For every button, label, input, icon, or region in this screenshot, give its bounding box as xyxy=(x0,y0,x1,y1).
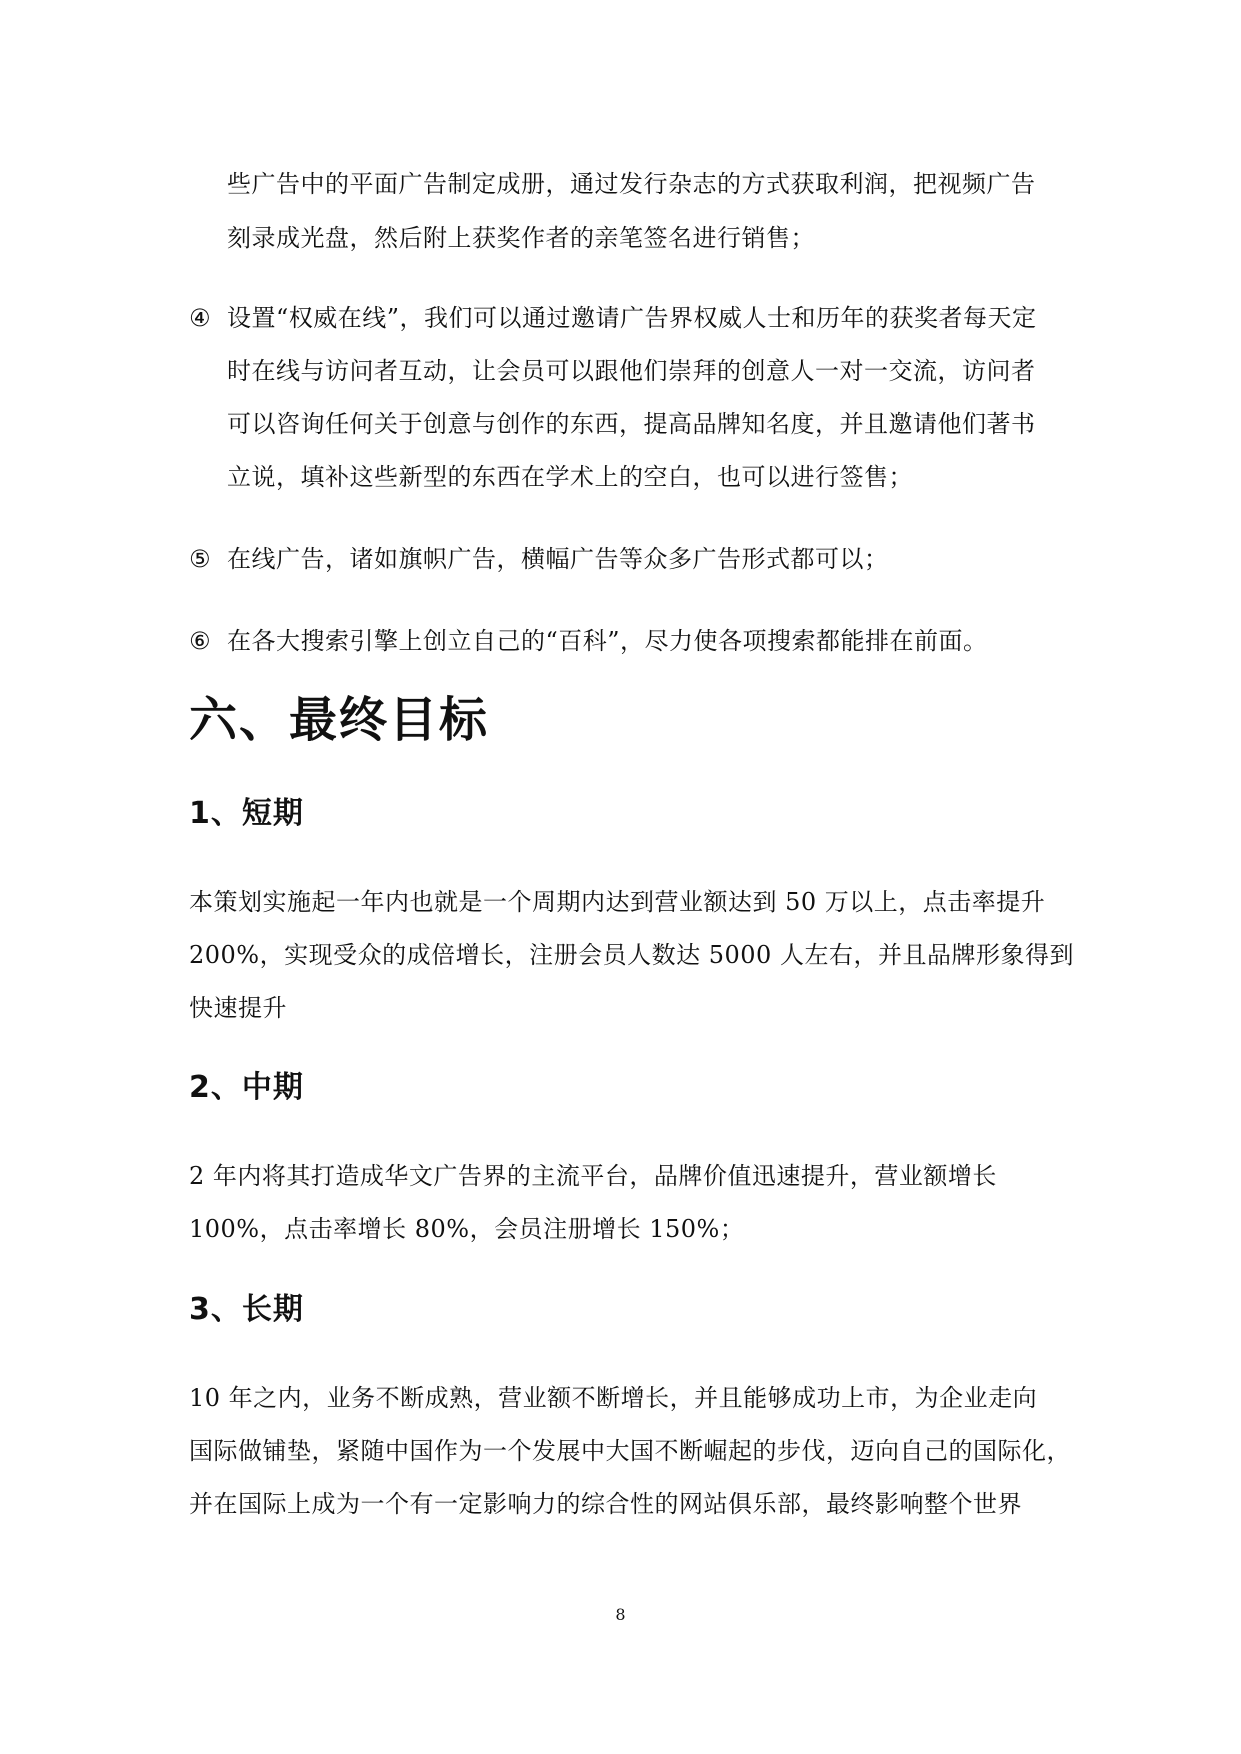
continued-item-line: 些广告中的平面广告制定成册，通过发行杂志的方式获取利润，把视频广告 xyxy=(227,170,1036,198)
paragraph-line: 快速提升 xyxy=(189,994,287,1022)
continued-item-line: 刻录成光盘，然后附上获奖作者的亲笔签名进行销售； xyxy=(227,224,815,252)
paragraph-line: 10 年之内，业务不断成熟，营业额不断增长，并且能够成功上市，为企业走向 xyxy=(189,1384,1038,1412)
list-item-line: 在各大搜索引擎上创立自己的“百科”，尽力使各项搜索都能排在前面。 xyxy=(227,627,988,655)
subsection-heading: 3、长期 xyxy=(189,1292,304,1327)
page-number: 8 xyxy=(615,1605,626,1624)
list-item-line: 可以咨询任何关于创意与创作的东西，提高品牌知名度，并且邀请他们著书 xyxy=(227,410,1036,438)
paragraph-line: 100%，点击率增长 80%，会员注册增长 150%； xyxy=(189,1215,745,1243)
list-item-marker: ⑤ xyxy=(189,545,211,573)
paragraph-line: 并在国际上成为一个有一定影响力的综合性的网站俱乐部，最终影响整个世界 xyxy=(189,1490,1022,1518)
paragraph-line: 国际做铺垫，紧随中国作为一个发展中大国不断崛起的步伐，迈向自己的国际化， xyxy=(189,1437,1071,1465)
list-item-line: 设置“权威在线”，我们可以通过邀请广告界权威人士和历年的获奖者每天定 xyxy=(227,304,1037,332)
list-item-line: 时在线与访问者互动，让会员可以跟他们崇拜的创意人一对一交流，访问者 xyxy=(227,357,1036,385)
subsection-heading: 1、短期 xyxy=(189,796,304,831)
subsection-heading: 2、中期 xyxy=(189,1070,304,1105)
section-heading: 六、最终目标 xyxy=(189,692,490,748)
paragraph-line: 200%，实现受众的成倍增长，注册会员人数达 5000 人左右，并且品牌形象得到 xyxy=(189,941,1074,969)
list-item-marker: ⑥ xyxy=(189,627,211,655)
list-item-line: 立说，填补这些新型的东西在学术上的空白，也可以进行签售； xyxy=(227,463,913,491)
list-item-line: 在线广告，诸如旗帜广告，横幅广告等众多广告形式都可以； xyxy=(227,545,889,573)
list-item-marker: ④ xyxy=(189,304,211,332)
paragraph-line: 本策划实施起一年内也就是一个周期内达到营业额达到 50 万以上，点击率提升 xyxy=(189,888,1046,916)
paragraph-line: 2 年内将其打造成华文广告界的主流平台，品牌价值迅速提升，营业额增长 xyxy=(189,1162,997,1190)
